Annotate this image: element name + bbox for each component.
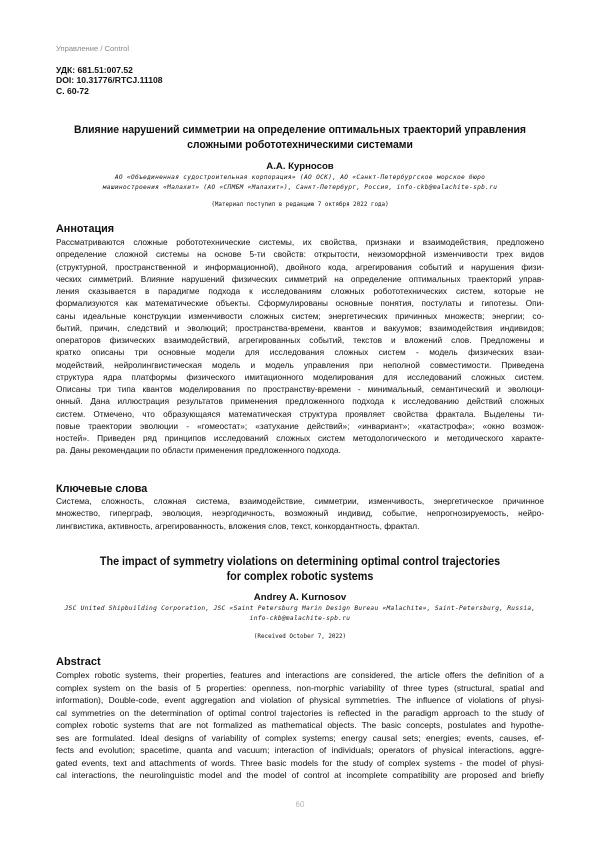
russian-keywords-heading: Ключевые слова	[56, 483, 148, 495]
english-affiliation	[56, 604, 544, 624]
russian-affiliation-line: машиностроения «Малахит» (АО «СПМБМ «Малахит»), Санкт-Петербург, Россия, info-ckb@malachite-spb.ru	[102, 184, 498, 191]
abstract-line: ностей». Приведен ряд принципов исследований сложных систем методологического и методического характе-	[56, 433, 544, 443]
abstract-line: ческих симметрий. Влияние нарушений физических симметрий на определение оптимальных траекторий управ-	[56, 273, 544, 284]
abstract-line: ра. Даны рекомендации по области применения предложенного подхода.	[56, 445, 341, 456]
russian-keywords-body	[56, 495, 544, 532]
abstract-line: саны идеальные конструкции изменчивости сложных систем; энергетических причинных множеств; энергии; со-	[56, 310, 544, 321]
english-author: Andrey A. Kurnosov	[253, 592, 347, 603]
english-received-date: (Received October 7, 2022)	[253, 634, 347, 640]
abstract-line: complex robotic systems that are not formalized as mathematical objects. The basic concepts, postulates and hypothe-	[56, 720, 544, 730]
english-affiliation-line: JSC United Shipbuilding Corporation, JSC «Saint Petersburg Marin Design Bureau «Malachite», Saint-Petersburg, Russia,	[64, 605, 536, 612]
abstract-line: повые траектории эволюции - «гомеостат»; «затухание действий»; «инвариант»; «катастрофа»; «окно возмож-	[56, 420, 544, 431]
russian-affiliation-line: АО «Объединенная судостроительная корпорация» (АО ОСК), АО «Санкт-Петербургское морское бюро	[114, 174, 486, 181]
russian-abstract-heading: Аннотация	[56, 223, 115, 235]
english-affiliation-line: info-ckb@malachite-spb.ru	[249, 615, 351, 622]
english-abstract-body	[56, 669, 544, 782]
english-title-line: The impact of symmetry violations on determining optimal control trajectories	[99, 555, 501, 568]
abstract-line: ления сказывается в парадигме подхода к исследованиям сложных робототехнических систем, которые не	[56, 286, 544, 296]
abstract-line: онный. Дана иллюстрация результатов применения предложенного подхода к исследованию действий сложных	[56, 396, 544, 407]
russian-title-line: Влияние нарушений симметрии на определение оптимальных траекторий управления	[74, 124, 526, 136]
russian-received-date: (Материал поступил в редакцию 7 октября 2022 года)	[211, 202, 389, 208]
abstract-line: Рассматриваются сложные робототехнические системы, их свойства, признаки и взаимодействия, предложено	[56, 237, 544, 247]
doi-code: DOI: 10.31776/RTCJ.11108	[56, 75, 163, 85]
abstract-line: (структурной, пространственной и информационной), двойного кода, агрегирования событий и нарушения физи-	[56, 261, 544, 272]
russian-abstract-body	[56, 236, 544, 457]
russian-title-line: сложными робототехническими системами	[187, 139, 413, 151]
section-label: Управление / Control	[56, 44, 130, 53]
russian-author: А.А. Курносов	[266, 161, 334, 172]
english-title	[58, 554, 542, 584]
abstract-line: Описаны три типа квантов моделирования по пространству-времени - минимальный, семантический и эволюци-	[56, 384, 544, 394]
keywords-line: лингвистика, активность, агрегированность, вложения слов, текст, конкордантность, фрактал.	[56, 520, 420, 531]
abstract-line: fects and evolution; spacetime, quanta and vacuum; interaction of individuals; operators of physical interactions, aggre-	[56, 745, 544, 755]
keywords-line: множество, гиперграф, эволюция, неэргодичность, возможный индивид, событие, непрогнозируемость, нейро-	[56, 508, 544, 519]
abstract-line: структура ядра платформы физического имитационного моделирования для исследований сложных систем.	[56, 371, 544, 382]
russian-title	[58, 123, 542, 153]
abstract-line: систем. Отмечено, что образующаяся математическая структура проявляет свойства фрактала. Выделены ти-	[56, 408, 544, 419]
abstract-line: бытий, причин, следствий и эволюций; пространства-времени, квантов и вакуумов; взаимодействия индивидов;	[56, 322, 544, 333]
abstract-line: кратко описаны три основные модели для исследования сложных систем - модель физических взаи-	[56, 347, 544, 358]
abstract-line: определение сложной системы на основе 5-ти свойств: открытости, неизоморфной изменчивости трех видов	[56, 249, 544, 260]
russian-affiliation	[56, 173, 544, 193]
abstract-line: ses are formulated. Ideal designs of variability of complex systems; energy causal sets; energies; events, causes, ef-	[56, 732, 544, 743]
abstract-line: complex system on the basis of 5 properties: openness, non-morphic variability of three types (structural, spatial and	[56, 682, 544, 693]
abstract-line: Complex robotic systems, their properties, features and interactions are considered, the article offers the definition of a	[56, 670, 544, 680]
abstract-line: формализуются как математические объекты. Сформулированы основные понятия, постулаты и гипотезы. Опи-	[56, 298, 544, 309]
english-title-line: for complex robotic systems	[226, 570, 374, 583]
page-range: С. 60-72	[56, 86, 89, 96]
page-number: 60	[295, 800, 305, 809]
abstract-line: cal symmetries on the determination of optimal control trajectories is reflected in the paradigm approach to the study of	[56, 707, 544, 718]
abstract-line: cal interactions, the neurolinguistic model and the model of control at incomplete compatibility are proposed and briefly	[56, 770, 544, 780]
udk-code: УДК: 681.51:007.52	[56, 65, 133, 75]
abstract-line: information), Double-code, event aggregation and violation of physical symmetries. The influence of violations of physi-	[56, 695, 544, 705]
abstract-line: gated events, text and attachments of words. Three basic models for the study of complex systems - the model of physi-	[56, 757, 544, 768]
abstract-line: операторов физических взаимодействий, агрегированных событий, текстов и вложений слов. Предложены и	[56, 335, 544, 345]
keywords-line: Система, сложность, сложная система, взаимодействие, симметрии, изменчивость, энергетическое причинное	[56, 496, 544, 506]
english-abstract-heading: Abstract	[56, 656, 101, 668]
abstract-line: модействий, нейролингвистическая модель и модель управления при неполной совместимости. Приведена	[56, 359, 544, 370]
